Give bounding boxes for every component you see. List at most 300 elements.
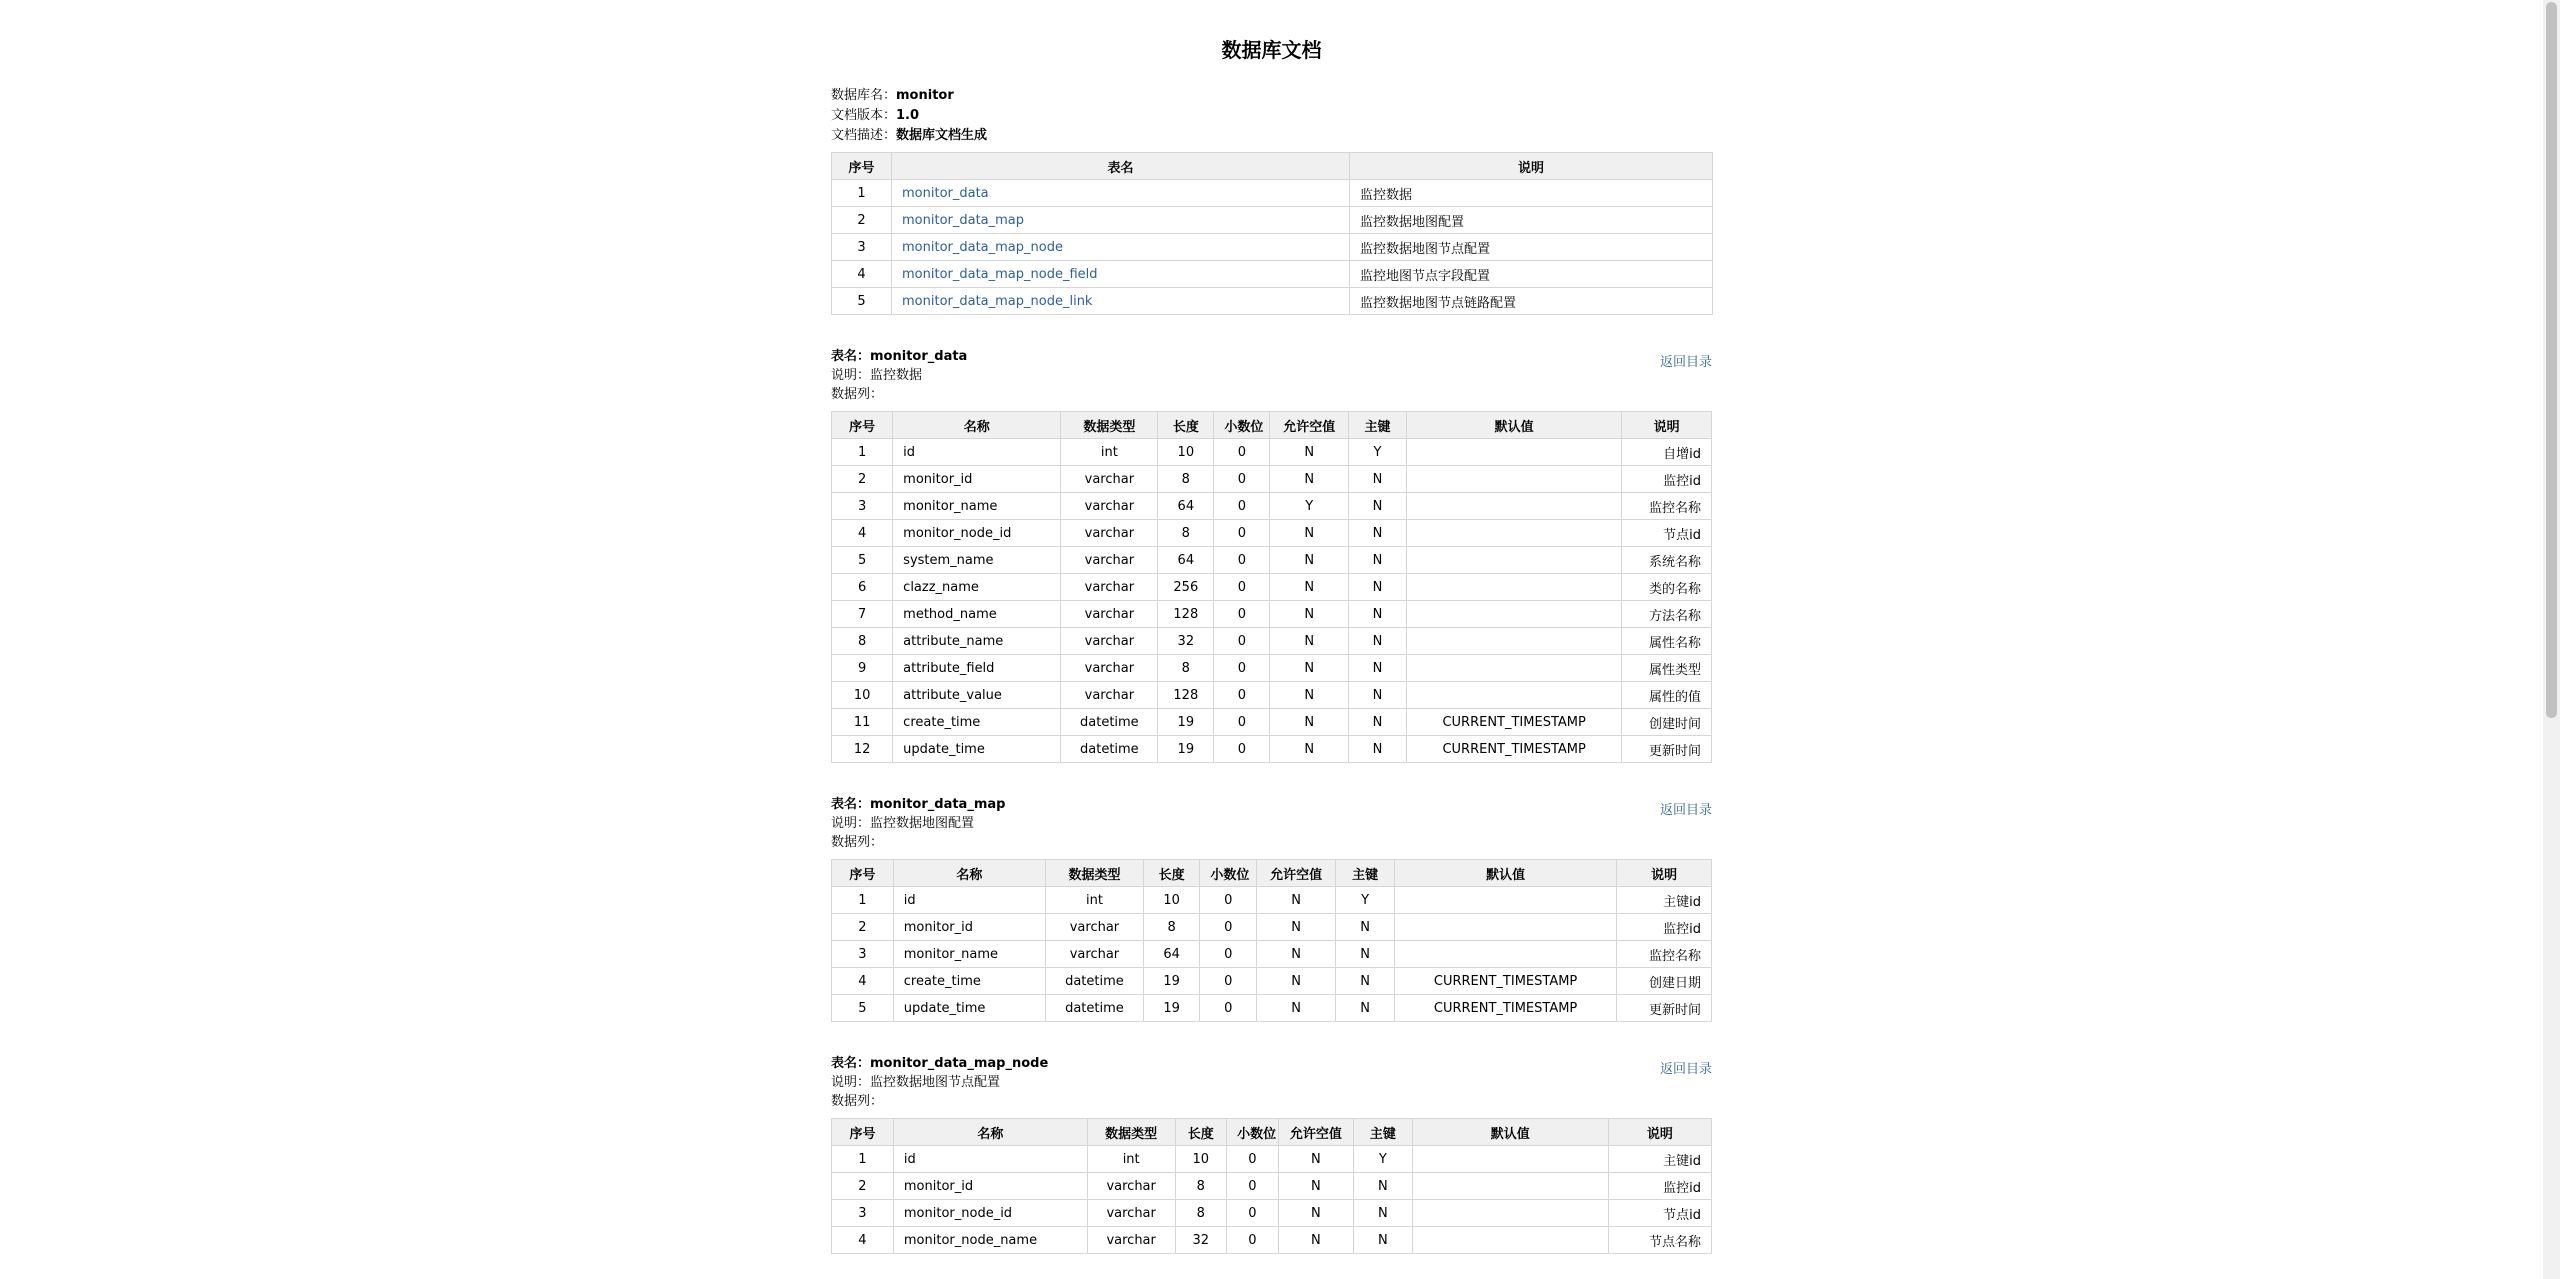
- table-section: [831, 1054, 1712, 1254]
- table-cell: create_time: [893, 968, 1045, 995]
- column-header-cell: 数据类型: [1087, 1119, 1175, 1146]
- toc-table-link[interactable]: monitor_data_map_node_field: [902, 266, 1098, 282]
- db-name: monitor: [896, 88, 954, 103]
- toc-name-cell: [892, 234, 1350, 261]
- toc-table-link[interactable]: monitor_data: [902, 185, 989, 201]
- table-cell: 19: [1143, 995, 1200, 1022]
- table-cell: N: [1270, 439, 1349, 466]
- table-cell: CURRENT_TIMESTAMP: [1394, 968, 1616, 995]
- table-cell: 更新时间: [1622, 736, 1712, 763]
- table-cell: 0: [1200, 914, 1257, 941]
- table-cell: 节点id: [1608, 1200, 1711, 1227]
- table-desc-label: 说明：: [831, 1075, 871, 1090]
- table-cell: 主键id: [1617, 887, 1712, 914]
- table-cell: 属性的值: [1622, 682, 1712, 709]
- table-cell: 方法名称: [1622, 601, 1712, 628]
- table-cell: varchar: [1087, 1227, 1175, 1254]
- table-cell: CURRENT_TIMESTAMP: [1407, 736, 1622, 763]
- back-to-toc-link[interactable]: 返回目录: [1659, 1062, 1712, 1077]
- table-cell: 3: [832, 493, 893, 520]
- table-cell: 0: [1200, 887, 1257, 914]
- table-cell: 3: [832, 1200, 894, 1227]
- toc-row: [832, 180, 1713, 207]
- table-cell: N: [1348, 736, 1406, 763]
- page-title: 数据库文档: [1221, 38, 1322, 62]
- table-cell: 自增id: [1622, 439, 1712, 466]
- table-cell: 128: [1158, 682, 1214, 709]
- table-cell: N: [1257, 941, 1336, 968]
- column-header-cell: 小数位: [1200, 860, 1257, 887]
- toc-table-link[interactable]: monitor_data_map: [902, 212, 1025, 228]
- table-cell: CURRENT_TIMESTAMP: [1394, 995, 1616, 1022]
- table-cell: 属性名称: [1622, 628, 1712, 655]
- table-cell: 256: [1158, 574, 1214, 601]
- table-cell: N: [1348, 466, 1406, 493]
- table-cell: 0: [1200, 995, 1257, 1022]
- section-header: [831, 1054, 1712, 1111]
- table-cell: int: [1061, 439, 1158, 466]
- table-cell: 64: [1143, 941, 1200, 968]
- table-cell: 0: [1214, 439, 1270, 466]
- table-cell: 4: [832, 520, 893, 547]
- column-header-cell: 名称: [893, 412, 1061, 439]
- table-cell: 0: [1227, 1146, 1279, 1173]
- table-cell: 128: [1158, 601, 1214, 628]
- table-desc-label: 说明：: [831, 368, 871, 383]
- table-cell: 0: [1200, 968, 1257, 995]
- table-row: [832, 1173, 1712, 1200]
- toc-header-cell: 序号: [832, 153, 892, 180]
- table-cell: N: [1348, 493, 1406, 520]
- table-cell: varchar: [1061, 520, 1158, 547]
- toc-row: [832, 234, 1713, 261]
- table-cell: N: [1353, 1200, 1412, 1227]
- table-cell: N: [1270, 628, 1349, 655]
- table-cell: 10: [1175, 1146, 1227, 1173]
- table-cell: method_name: [893, 601, 1061, 628]
- table-cell: 0: [1214, 574, 1270, 601]
- table-cell: N: [1348, 547, 1406, 574]
- table-desc: 监控数据地图配置: [870, 816, 975, 831]
- table-cell: 0: [1200, 941, 1257, 968]
- table-cell: 0: [1214, 709, 1270, 736]
- column-header-cell: 说明: [1622, 412, 1712, 439]
- vertical-scrollbar[interactable]: [2543, 0, 2560, 1279]
- table-cell: N: [1278, 1227, 1353, 1254]
- toc-name-cell: [892, 288, 1350, 315]
- table-cell: 4: [832, 1227, 894, 1254]
- table-cell: N: [1278, 1200, 1353, 1227]
- table-row: [832, 914, 1712, 941]
- table-cell: CURRENT_TIMESTAMP: [1407, 709, 1622, 736]
- toc-row: [832, 261, 1713, 288]
- table-row: [832, 736, 1712, 763]
- doc-version: 1.0: [896, 108, 920, 123]
- header-row: [832, 1119, 1712, 1146]
- table-cell: [1407, 628, 1622, 655]
- table-cell: monitor_id: [893, 1173, 1087, 1200]
- table-cell: 64: [1158, 493, 1214, 520]
- table-cell: attribute_field: [893, 655, 1061, 682]
- table-cell: N: [1336, 941, 1395, 968]
- table-cell: 0: [1214, 466, 1270, 493]
- table-cell: monitor_node_name: [893, 1227, 1087, 1254]
- table-cell: 9: [832, 655, 893, 682]
- table-row: [832, 682, 1712, 709]
- table-cell: monitor_name: [893, 941, 1045, 968]
- table-cell: N: [1348, 628, 1406, 655]
- table-cell: 0: [1214, 736, 1270, 763]
- table-cell: 64: [1158, 547, 1214, 574]
- table-cell: Y: [1336, 887, 1395, 914]
- db-name-line: 数据库名：monitor: [831, 88, 954, 103]
- table-row: [832, 709, 1712, 736]
- table-cell: 10: [832, 682, 893, 709]
- table-cell: 监控id: [1608, 1173, 1711, 1200]
- section-header: [831, 795, 1712, 852]
- table-desc: 监控数据: [870, 368, 923, 383]
- table-row: [832, 995, 1712, 1022]
- column-header-cell: 长度: [1158, 412, 1214, 439]
- table-cell: 19: [1143, 968, 1200, 995]
- table-cell: attribute_value: [893, 682, 1061, 709]
- table-cell: 0: [1214, 520, 1270, 547]
- toc-table-link[interactable]: monitor_data_map_node_link: [902, 293, 1093, 309]
- table-cell: 1: [832, 887, 894, 914]
- table-name: monitor_data: [870, 349, 968, 364]
- table-cell: 32: [1158, 628, 1214, 655]
- table-cell: [1412, 1200, 1608, 1227]
- table-cell: datetime: [1046, 995, 1144, 1022]
- table-cell: 0: [1214, 628, 1270, 655]
- table-cell: N: [1353, 1227, 1412, 1254]
- table-cell: [1407, 547, 1622, 574]
- column-header-cell: 允许空值: [1257, 860, 1336, 887]
- table-cell: N: [1270, 709, 1349, 736]
- table-cell: Y: [1270, 493, 1349, 520]
- table-cell: 5: [832, 995, 894, 1022]
- back-to-toc-link[interactable]: 返回目录: [1659, 355, 1712, 370]
- column-header-cell: 默认值: [1394, 860, 1616, 887]
- toc-desc: 监控地图节点字段配置: [1350, 261, 1713, 288]
- table-cell: 19: [1158, 736, 1214, 763]
- table-cell: N: [1270, 601, 1349, 628]
- table-cell: N: [1257, 887, 1336, 914]
- table-cell: id: [893, 887, 1045, 914]
- table-cell: 8: [1158, 520, 1214, 547]
- table-cell: 0: [1214, 547, 1270, 574]
- toc-no: 5: [832, 288, 892, 315]
- table-cell: 0: [1214, 493, 1270, 520]
- column-header-cell: 序号: [832, 860, 894, 887]
- table-cell: N: [1336, 914, 1395, 941]
- table-cell: [1407, 439, 1622, 466]
- table-row: [832, 655, 1712, 682]
- table-cell: 10: [1158, 439, 1214, 466]
- table-cell: 8: [1143, 914, 1200, 941]
- table-cell: create_time: [893, 709, 1061, 736]
- table-cell: 1: [832, 439, 893, 466]
- table-cell: update_time: [893, 736, 1061, 763]
- columns-label: 数据列：: [831, 387, 884, 402]
- table-cell: varchar: [1061, 628, 1158, 655]
- table-cell: 0: [1214, 655, 1270, 682]
- toc-header-cell: 表名: [892, 153, 1350, 180]
- table-cell: varchar: [1046, 941, 1144, 968]
- table-cell: update_time: [893, 995, 1045, 1022]
- toc-header-cell: 说明: [1350, 153, 1713, 180]
- table-cell: varchar: [1061, 655, 1158, 682]
- table-cell: varchar: [1061, 682, 1158, 709]
- table-cell: attribute_name: [893, 628, 1061, 655]
- table-cell: datetime: [1061, 709, 1158, 736]
- columns-label: 数据列：: [831, 835, 884, 850]
- table-cell: int: [1087, 1146, 1175, 1173]
- column-header-cell: 序号: [832, 1119, 894, 1146]
- column-header-cell: 长度: [1175, 1119, 1227, 1146]
- table-cell: 12: [832, 736, 893, 763]
- table-cell: [1407, 493, 1622, 520]
- columns-label: 数据列：: [831, 1094, 884, 1109]
- table-row: [832, 601, 1712, 628]
- table-cell: N: [1257, 995, 1336, 1022]
- table-cell: 0: [1214, 601, 1270, 628]
- table-desc-label: 说明：: [831, 816, 871, 831]
- table-cell: monitor_node_id: [893, 1200, 1087, 1227]
- table-cell: 3: [832, 941, 894, 968]
- table-row: [832, 628, 1712, 655]
- table-cell: varchar: [1061, 493, 1158, 520]
- table-cell: varchar: [1087, 1200, 1175, 1227]
- table-row: [832, 466, 1712, 493]
- toc-desc: 监控数据地图配置: [1350, 207, 1713, 234]
- table-cell: 8: [1175, 1200, 1227, 1227]
- table-cell: datetime: [1046, 968, 1144, 995]
- table-cell: 0: [1227, 1200, 1279, 1227]
- table-cell: 主键id: [1608, 1146, 1711, 1173]
- table-desc-line: [831, 1073, 1712, 1092]
- table-cell: 4: [832, 968, 894, 995]
- table-cell: [1394, 941, 1616, 968]
- table-section: [831, 795, 1712, 1022]
- table-cell: varchar: [1046, 914, 1144, 941]
- toc-row: [832, 207, 1713, 234]
- table-cell: N: [1348, 682, 1406, 709]
- table-cell: id: [893, 1146, 1087, 1173]
- table-cell: [1407, 520, 1622, 547]
- header-row: [832, 412, 1712, 439]
- column-header-cell: 默认值: [1407, 412, 1622, 439]
- table-cell: 创建时间: [1622, 709, 1712, 736]
- table-cell: N: [1270, 655, 1349, 682]
- table-cell: Y: [1353, 1146, 1412, 1173]
- column-header-cell: 允许空值: [1278, 1119, 1353, 1146]
- table-row: [832, 1227, 1712, 1254]
- table-cell: monitor_id: [893, 466, 1061, 493]
- column-header-cell: 名称: [893, 1119, 1087, 1146]
- table-cell: 7: [832, 601, 893, 628]
- table-cell: [1407, 466, 1622, 493]
- column-header-cell: 说明: [1608, 1119, 1711, 1146]
- toc-name-cell: [892, 207, 1350, 234]
- table-cell: monitor_name: [893, 493, 1061, 520]
- table-cell: 8: [832, 628, 893, 655]
- table-cell: N: [1353, 1173, 1412, 1200]
- table-cell: N: [1257, 968, 1336, 995]
- table-cell: system_name: [893, 547, 1061, 574]
- toc-desc: 监控数据地图节点链路配置: [1350, 288, 1713, 315]
- table-cell: N: [1278, 1146, 1353, 1173]
- back-to-toc-link[interactable]: 返回目录: [1659, 803, 1712, 818]
- doc-desc: 数据库文档生成: [896, 128, 988, 143]
- table-row: [832, 887, 1712, 914]
- table-cell: [1412, 1146, 1608, 1173]
- table-cell: N: [1348, 520, 1406, 547]
- table-section: [831, 347, 1712, 763]
- table-row: [832, 439, 1712, 466]
- columns-table: [831, 1118, 1712, 1254]
- column-header-cell: 允许空值: [1270, 412, 1349, 439]
- table-cell: [1412, 1227, 1608, 1254]
- table-cell: 系统名称: [1622, 547, 1712, 574]
- table-name-label: 表名：: [831, 1056, 871, 1071]
- column-header-cell: 默认值: [1412, 1119, 1608, 1146]
- table-cell: monitor_node_id: [893, 520, 1061, 547]
- table-cell: N: [1270, 574, 1349, 601]
- column-header-cell: 主键: [1348, 412, 1406, 439]
- table-cell: 更新时间: [1617, 995, 1712, 1022]
- table-row: [832, 1200, 1712, 1227]
- table-cell: [1407, 601, 1622, 628]
- doc-desc-line: 文档描述：数据库文档生成: [831, 128, 988, 143]
- column-header-cell: 数据类型: [1046, 860, 1144, 887]
- table-row: [832, 574, 1712, 601]
- table-cell: N: [1270, 547, 1349, 574]
- table-name-label: 表名：: [831, 349, 871, 364]
- table-cell: 10: [1143, 887, 1200, 914]
- table-cell: 节点id: [1622, 520, 1712, 547]
- table-cell: 2: [832, 914, 894, 941]
- table-desc-line: [831, 814, 1712, 833]
- table-cell: 监控id: [1617, 914, 1712, 941]
- columns-table: [831, 859, 1712, 1022]
- table-cell: varchar: [1061, 601, 1158, 628]
- column-header-cell: 说明: [1617, 860, 1712, 887]
- table-cell: 2: [832, 1173, 894, 1200]
- table-name-line: [831, 347, 1712, 366]
- table-cell: 类的名称: [1622, 574, 1712, 601]
- table-cell: 8: [1158, 655, 1214, 682]
- toc-no: 2: [832, 207, 892, 234]
- table-row: [832, 1146, 1712, 1173]
- table-cell: 监控名称: [1622, 493, 1712, 520]
- table-cell: N: [1270, 682, 1349, 709]
- columns-table: [831, 411, 1712, 763]
- table-cell: N: [1348, 655, 1406, 682]
- table-name-line: [831, 795, 1712, 814]
- column-header-cell: 长度: [1143, 860, 1200, 887]
- table-cell: [1412, 1173, 1608, 1200]
- column-header-cell: 主键: [1336, 860, 1395, 887]
- table-cell: N: [1348, 574, 1406, 601]
- table-cell: 2: [832, 466, 893, 493]
- doc-meta: [831, 86, 1712, 146]
- table-cell: 监控名称: [1617, 941, 1712, 968]
- table-cell: [1407, 682, 1622, 709]
- table-desc: 监控数据地图节点配置: [870, 1075, 1001, 1090]
- doc-version-line: 文档版本：1.0: [831, 108, 920, 123]
- toc-desc: 监控数据: [1350, 180, 1713, 207]
- table-cell: 0: [1214, 682, 1270, 709]
- column-header-cell: 数据类型: [1061, 412, 1158, 439]
- column-header-cell: 名称: [893, 860, 1045, 887]
- table-cell: [1394, 914, 1616, 941]
- toc-name-cell: [892, 261, 1350, 288]
- toc-row: [832, 288, 1713, 315]
- toc-table-link[interactable]: monitor_data_map_node: [902, 239, 1063, 255]
- document: [831, 0, 1712, 1254]
- toc-no: 3: [832, 234, 892, 261]
- table-cell: N: [1336, 995, 1395, 1022]
- table-cell: 8: [1175, 1173, 1227, 1200]
- table-cell: int: [1046, 887, 1144, 914]
- table-name-line: [831, 1054, 1712, 1073]
- table-cell: N: [1348, 601, 1406, 628]
- table-cell: datetime: [1061, 736, 1158, 763]
- table-cell: monitor_id: [893, 914, 1045, 941]
- toc-desc: 监控数据地图节点配置: [1350, 234, 1713, 261]
- table-name-label: 表名：: [831, 797, 871, 812]
- column-header-cell: 序号: [832, 412, 893, 439]
- toc-no: 4: [832, 261, 892, 288]
- table-cell: 属性类型: [1622, 655, 1712, 682]
- table-cell: varchar: [1061, 574, 1158, 601]
- table-row: [832, 493, 1712, 520]
- table-cell: [1407, 655, 1622, 682]
- table-name: monitor_data_map_node: [870, 1056, 1049, 1071]
- scrollbar-thumb[interactable]: [2546, 2, 2557, 718]
- table-cell: 6: [832, 574, 893, 601]
- table-cell: 32: [1175, 1227, 1227, 1254]
- table-cell: N: [1270, 520, 1349, 547]
- table-cell: [1394, 887, 1616, 914]
- table-cell: N: [1270, 466, 1349, 493]
- table-cell: varchar: [1061, 466, 1158, 493]
- table-name: monitor_data_map: [870, 797, 1006, 812]
- table-cell: clazz_name: [893, 574, 1061, 601]
- table-cell: id: [893, 439, 1061, 466]
- table-cell: 8: [1158, 466, 1214, 493]
- table-row: [832, 968, 1712, 995]
- section-header: [831, 347, 1712, 404]
- table-cell: N: [1336, 968, 1395, 995]
- table-cell: N: [1257, 914, 1336, 941]
- table-cell: 19: [1158, 709, 1214, 736]
- table-cell: [1407, 574, 1622, 601]
- table-row: [832, 520, 1712, 547]
- table-cell: 节点名称: [1608, 1227, 1711, 1254]
- table-row: [832, 941, 1712, 968]
- table-desc-line: [831, 366, 1712, 385]
- column-header-cell: 小数位: [1227, 1119, 1279, 1146]
- table-cell: N: [1270, 736, 1349, 763]
- header-row: [832, 860, 1712, 887]
- table-cell: 1: [832, 1146, 894, 1173]
- table-row: [832, 547, 1712, 574]
- table-cell: 创建日期: [1617, 968, 1712, 995]
- table-cell: 5: [832, 547, 893, 574]
- table-cell: varchar: [1061, 547, 1158, 574]
